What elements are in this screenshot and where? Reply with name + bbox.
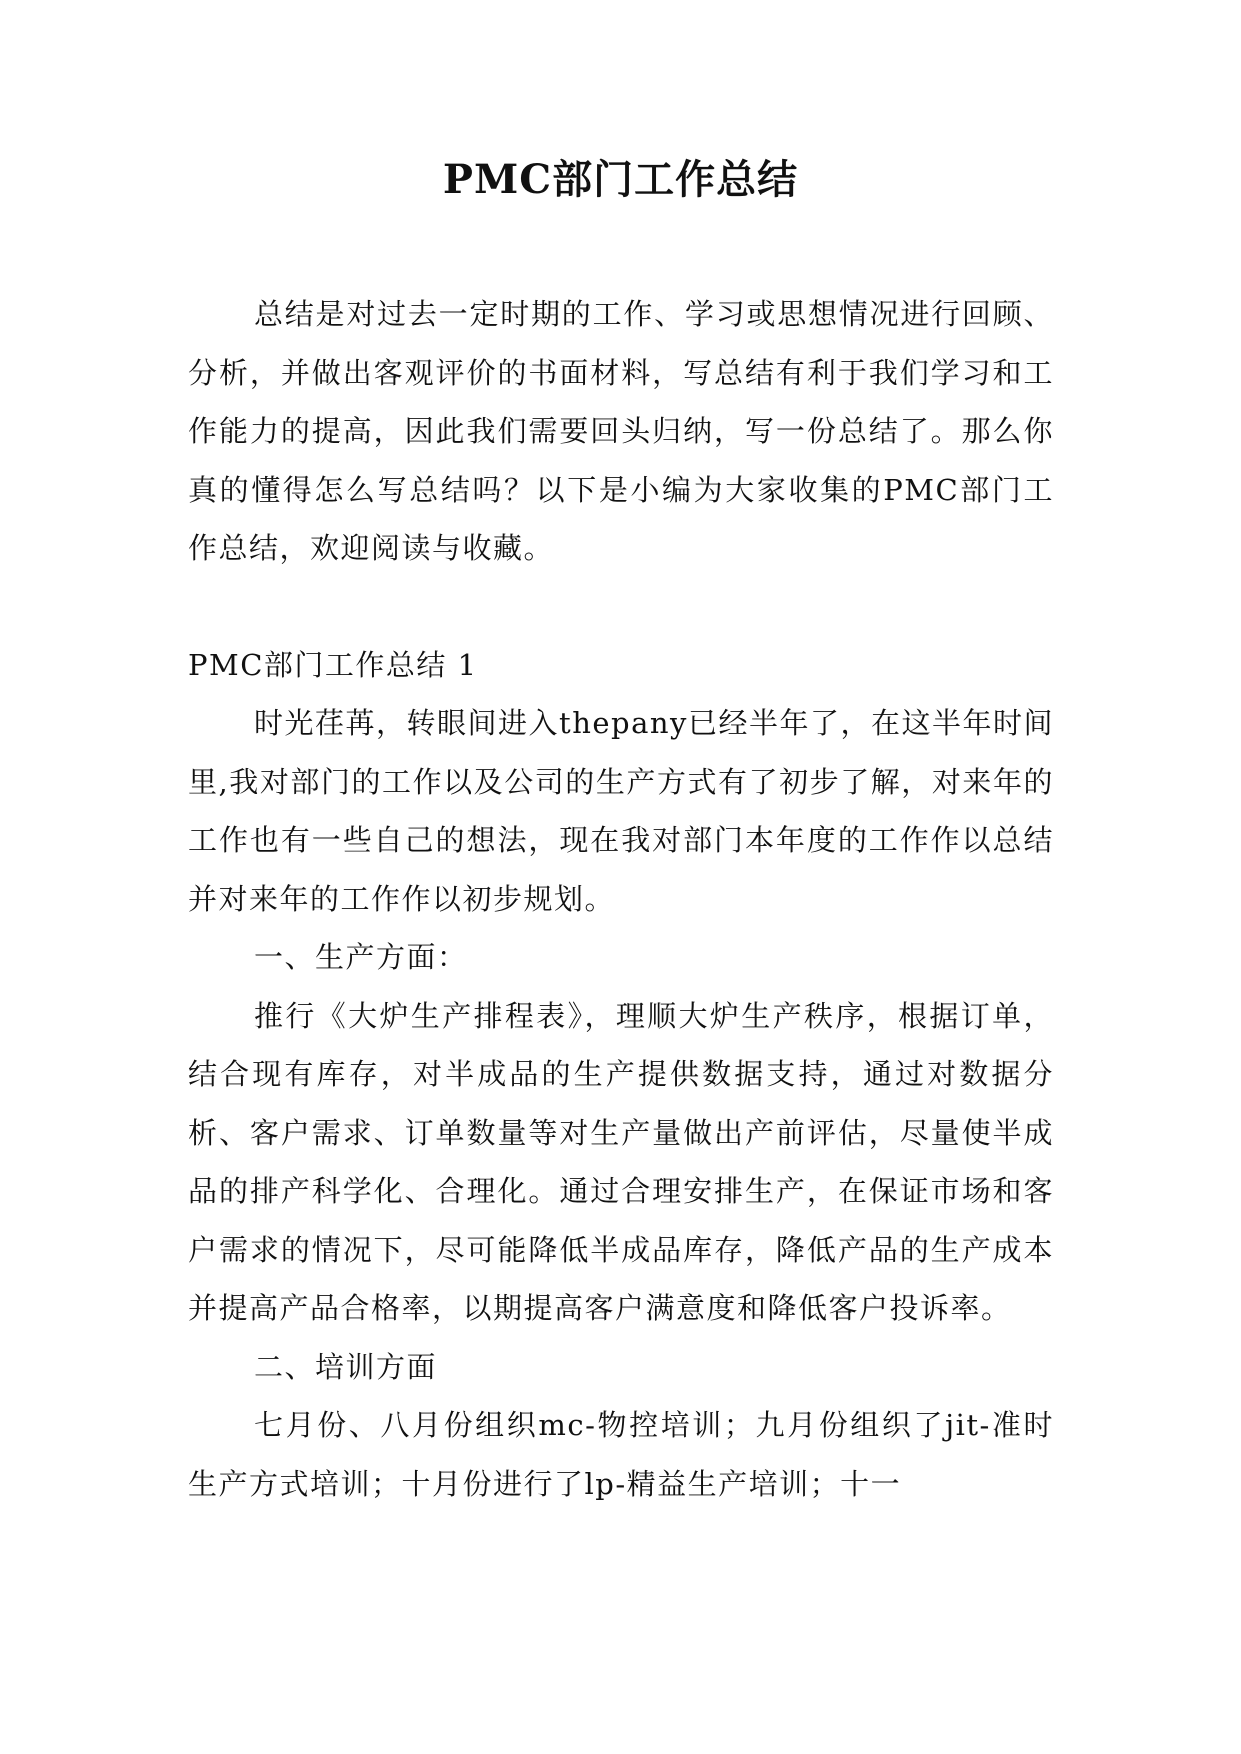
intro-paragraph: 总结是对过去一定时期的工作、学习或思想情况进行回顾、分析，并做出客观评价的书面材料，写总结有利于我们学习和工作能力的提高，因此我们需要回头归纳，写一份总结了。那么你真的懂得怎么写总结吗？以下是小编为大家收集的PMC部门工作总结，欢迎阅读与收藏。 — [188, 297, 1054, 565]
body-paragraph-3: 七月份、八月份组织mc-物控培训；九月份组织了jit-准时生产方式培训；十月份进行了lp-精益生产培训；十一 — [188, 1408, 1054, 1501]
document-title: PMC部门工作总结 — [442, 156, 799, 203]
body-paragraph-1: 时光荏苒，转眼间进入thepany已经半年了，在这半年时间里,我对部门的工作以及公司的生产方式有了初步了解，对来年的工作也有一些自己的想法，现在我对部门本年度的工作作以总结并对来年的工作作以初步规划。 — [188, 706, 1054, 916]
section-spacer — [188, 578, 1054, 636]
section-heading: PMC部门工作总结 1 — [188, 647, 478, 682]
subheading-production: 一、生产方面： — [254, 940, 468, 974]
document-body — [188, 285, 1054, 1513]
subheading-training: 二、培训方面 — [254, 1349, 438, 1384]
body-paragraph-2: 推行《大炉生产排程表》，理顺大炉生产秩序，根据订单，结合现有库存，对半成品的生产提供数据支持，通过对数据分析、客户需求、订单数量等对生产量做出产前评估，尽量使半成品的排产科学化、合理化。通过合理安排生产，在保证市场和客户需求的情况下，尽可能降低半成品库存，降低产品的生产成本并提高产品合格率，以期提高客户满意度和降低客户投诉率。 — [188, 998, 1054, 1325]
